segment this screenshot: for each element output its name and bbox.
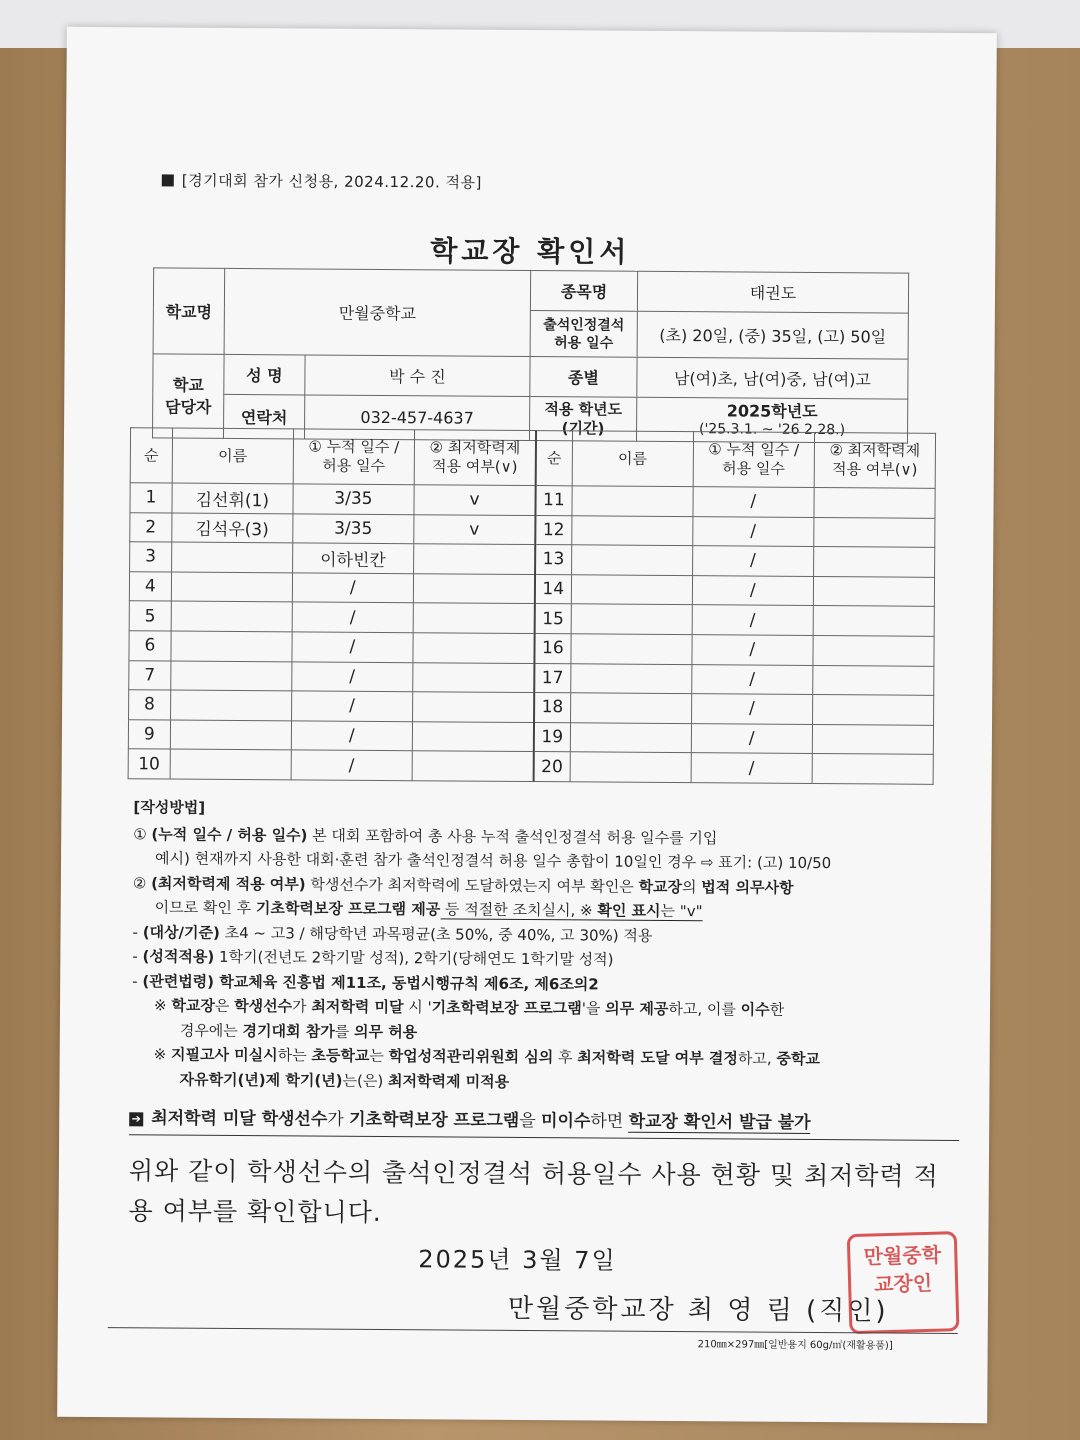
min-achievement: v — [414, 485, 536, 515]
method-heading: [작성방법] — [133, 798, 206, 817]
row-number: 16 — [534, 634, 570, 664]
type-label: 종별 — [530, 357, 637, 398]
method-item-1-example: 예시) 현재까지 사용한 대회·훈련 참가 출석인정결석 허용 일수 총합이 10일인 경우 ⇨ 표기: (고) 10/50 — [154, 849, 832, 873]
final-note-e: 미이수 — [541, 1111, 591, 1132]
final-note-b: 가 — [327, 1109, 350, 1130]
min-achievement — [813, 576, 934, 606]
days-used: / — [292, 661, 413, 691]
note1-p7: 경우에는 — [179, 1021, 243, 1040]
row-number: 7 — [129, 660, 171, 690]
dash3-text: 학교체육 진흥법 제11조, 동법시행규칙 제6조, 제6조의2 — [213, 972, 599, 994]
type-value: 남(여)초, 남(여)중, 남(여)고 — [637, 357, 908, 399]
item2-program: 기초학력보장 프로그램 제공 — [255, 899, 441, 919]
student-name — [171, 572, 292, 602]
item1-bold: (누적 일수 / 허용 일수) — [151, 824, 308, 844]
row-number: 14 — [535, 574, 571, 604]
min-achievement: v — [414, 514, 536, 544]
arrow-right-icon: ➔ — [129, 1112, 143, 1126]
note2-p1: 하는 — [277, 1046, 312, 1065]
sport-value: 태권도 — [637, 271, 908, 313]
student-name — [571, 545, 692, 575]
bottom-rule — [108, 1327, 958, 1334]
official-seal — [847, 1231, 960, 1334]
min-achievement — [413, 633, 535, 663]
min-achievement — [813, 606, 934, 636]
days-used: / — [691, 664, 812, 694]
note2-committee: 학업성적관리위원회 심의 — [388, 1047, 554, 1067]
method-section — [131, 795, 963, 1097]
student-name — [170, 749, 291, 779]
student-name — [170, 690, 291, 720]
dash2-bold: (성적적용) — [142, 947, 215, 966]
note1-compete: 경기대회 참가 — [242, 1021, 335, 1041]
note1-below: 최저학력 미달 — [311, 997, 404, 1017]
sport-label: 종목명 — [530, 271, 637, 312]
student-name — [570, 693, 691, 723]
min-achievement — [813, 547, 934, 577]
days-used: / — [291, 750, 412, 780]
row-number: 3 — [130, 542, 172, 572]
row-number: 4 — [129, 572, 171, 602]
header-days-right: ① 누적 일수 / 허용 일수 — [693, 432, 814, 488]
issue-date: 2025년 3월 7일 — [418, 1245, 617, 1275]
item2-principal: 학교장 — [638, 877, 683, 896]
header-min-right: ② 최저학력제 적용 여부(∨) — [814, 432, 936, 488]
row-number: 15 — [535, 604, 571, 634]
info-table — [152, 267, 909, 443]
roster-table — [128, 427, 936, 785]
item2-text: 학생선수가 최저학력에 도달하였는지 여부 확인은 — [305, 874, 639, 896]
header-name-left: 이름 — [172, 428, 293, 484]
row-number: 6 — [129, 631, 171, 661]
item2-action: 등 적절한 조치실시, ※ — [440, 900, 598, 920]
contact-value: 032-457-4637 — [304, 395, 529, 441]
dash2-text: 1학기(전년도 2학기말 성적), 2학기(당해연도 1학기말 성적) — [214, 947, 614, 969]
note2-p3: 후 — [553, 1048, 578, 1067]
row-number: 2 — [130, 512, 172, 542]
row-number: 5 — [129, 601, 171, 631]
note1-complete: 이수 — [740, 1000, 770, 1019]
header-note — [162, 169, 482, 192]
note2-elem: 초등학교 — [311, 1046, 370, 1065]
min-achievement — [412, 721, 534, 751]
days-used: / — [292, 602, 413, 632]
days-used: 3/35 — [293, 513, 414, 543]
note1-program: 기초학력보장 프로그램 — [431, 998, 582, 1018]
days-used: / — [692, 605, 813, 635]
student-name: 김석우(3) — [171, 513, 292, 543]
item2-bold: (최저학력제 적용 여부) — [151, 873, 306, 893]
row-number: 20 — [534, 752, 570, 782]
min-achievement — [813, 665, 934, 695]
name-value: 박 수 진 — [305, 355, 530, 397]
days-used: / — [291, 691, 412, 721]
student-name — [570, 663, 691, 693]
student-name — [171, 601, 292, 631]
note2-free: 자유학기(년)제 학기(년) — [179, 1070, 343, 1090]
note1-provide: 의무 제공 — [605, 999, 669, 1018]
paper-spec: 210㎜×297㎜[일반용지 60g/㎡(재활용품)] — [697, 1339, 893, 1352]
student-name — [571, 575, 692, 605]
header-min-left: ② 최저학력제 적용 여부(∨) — [414, 430, 536, 486]
student-name — [571, 604, 692, 634]
item2-cont-text: 이므로 확인 후 — [154, 898, 257, 918]
allowed-days-value: (초) 20일, (중) 35일, (고) 50일 — [637, 311, 908, 359]
days-used: / — [692, 635, 813, 665]
note2-noexam: 지필고사 미실시 — [170, 1045, 278, 1065]
header-no-right: 순 — [536, 431, 573, 486]
dash1-text: 초4 ~ 고3 / 해당학년 과목평균(초 50%, 중 40%, 고 30%) 적용 — [219, 923, 653, 945]
row-number: 12 — [535, 515, 571, 545]
header-no-left: 순 — [130, 428, 172, 483]
note1-p4: '을 — [581, 999, 606, 1018]
item1-marker: ① — [133, 824, 152, 843]
year-label: 적용 학년도 (기간) — [529, 397, 636, 442]
min-achievement — [813, 635, 934, 665]
item2-mark-label: 확인 표시 — [597, 901, 661, 920]
student-name: 김선휘(1) — [172, 483, 293, 513]
student-name — [570, 752, 691, 782]
final-note — [129, 1103, 959, 1141]
note2-middle: 중학교 — [776, 1049, 820, 1069]
note1-p1: 은 — [214, 996, 235, 1015]
note1-principal: 학교장 — [171, 996, 215, 1015]
note1-p8: 를 — [334, 1022, 355, 1041]
min-achievement — [412, 692, 534, 722]
dash3-bold: (관련법령) — [142, 971, 215, 991]
note2-decide: 최저학력 도달 여부 결정 — [577, 1048, 738, 1068]
note2-notapplied: 최저학력제 미적용 — [387, 1071, 510, 1091]
student-name — [171, 542, 292, 572]
row-number: 11 — [535, 486, 571, 516]
item2-marker: ② — [132, 873, 152, 892]
item2-legal: 법적 의무사항 — [701, 877, 794, 897]
dash3-marker: - — [132, 971, 143, 990]
row-number: 19 — [534, 722, 570, 752]
days-used: / — [292, 573, 413, 603]
final-note-g: 학교장 확인서 발급 불가 — [628, 1111, 811, 1133]
days-used: / — [691, 694, 812, 724]
note1-p3: 시 ' — [403, 998, 432, 1017]
name-label: 성 명 — [224, 354, 305, 395]
note1-athlete: 학생선수 — [234, 996, 293, 1016]
row-number: 9 — [128, 719, 170, 749]
note2-marker: ※ — [153, 1045, 172, 1064]
header-name-right: 이름 — [572, 431, 693, 487]
min-achievement — [814, 517, 935, 547]
document-paper — [57, 27, 997, 1423]
year-value: 2025학년도 — [726, 400, 818, 421]
days-used: / — [693, 487, 814, 517]
row-number: 10 — [128, 749, 170, 779]
signer: 만월중학교장 최 영 림 (직인) — [507, 1293, 889, 1327]
row-number: 8 — [129, 690, 171, 720]
allowed-days-label: 출석인정결석 허용 일수 — [530, 311, 637, 358]
days-used: / — [692, 516, 813, 546]
min-achievement — [812, 724, 933, 754]
manager-label: 학교 담당자 — [152, 354, 224, 438]
item1-text: 본 대회 포함하여 총 사용 누적 출석인정결석 허용 일수를 기입 — [307, 825, 718, 847]
note2-p4: 하고, — [737, 1049, 777, 1068]
confirm-statement: 위와 같이 학생선수의 출석인정결석 허용일수 사용 현황 및 최저학력 적용 여부를 확인합니다. — [128, 1156, 939, 1227]
document-title: 학교장 확인서 — [430, 234, 631, 269]
note2-p5: 는(은) — [342, 1071, 389, 1090]
days-used: / — [692, 546, 813, 576]
min-achievement — [413, 573, 535, 603]
min-achievement — [812, 754, 933, 784]
school-label: 학교명 — [153, 268, 225, 354]
student-name — [571, 634, 692, 664]
final-note-f: 하면 — [590, 1111, 629, 1132]
seal-text: 만월중학교장인 — [863, 1242, 942, 1297]
days-used: / — [692, 575, 813, 605]
final-note-d: 을 — [519, 1110, 542, 1132]
method-note-2-cont — [131, 1067, 961, 1097]
final-note-a: 최저학력 미달 학생선수 — [151, 1108, 328, 1130]
student-name — [170, 661, 291, 691]
school-value: 만월중학교 — [224, 268, 531, 356]
note1-p6: 한 — [769, 1000, 785, 1019]
row-number: 1 — [130, 483, 172, 513]
min-achievement — [814, 487, 935, 517]
note2-p2: 는 — [369, 1046, 389, 1066]
row-number: 17 — [534, 663, 570, 693]
dash1-marker: - — [132, 922, 143, 941]
contact-label: 연락처 — [223, 394, 304, 439]
student-name — [571, 515, 692, 545]
dash1-bold: (대상/기준) — [142, 922, 220, 942]
min-achievement — [413, 662, 535, 692]
days-used: / — [691, 723, 812, 753]
item2-particle: 의 — [682, 877, 702, 896]
note1-marker: ※ — [153, 996, 172, 1015]
student-name — [570, 723, 691, 753]
min-achievement — [413, 603, 535, 633]
min-achievement — [412, 751, 534, 781]
days-used: 이하빈칸 — [292, 543, 413, 573]
table-row — [128, 749, 933, 784]
note1-allow: 의무 허용 — [353, 1022, 418, 1041]
days-used: 3/35 — [293, 484, 414, 514]
days-used: / — [292, 632, 413, 662]
days-used: / — [691, 753, 812, 783]
note1-p2: 가 — [292, 997, 312, 1016]
note1-p5: 하고, 이를 — [668, 999, 741, 1019]
header-days-left: ① 누적 일수 / 허용 일수 — [293, 429, 414, 485]
final-note-c: 기초학력보장 프로그램 — [349, 1109, 520, 1131]
row-number: 13 — [535, 545, 571, 575]
student-name — [171, 631, 292, 661]
roster-body — [128, 428, 935, 785]
header-note-text: [경기대회 참가 신청용, 2024.12.20. 적용] — [181, 171, 482, 192]
days-used: / — [291, 721, 412, 751]
year-period: ('25.3.1. ~ '26 2.28.) — [698, 420, 846, 438]
student-name — [572, 486, 693, 516]
row-number: 18 — [534, 693, 570, 723]
roster-header-row — [130, 428, 935, 489]
dash2-marker: - — [132, 947, 143, 966]
item2-mark-value: 는 "v" — [660, 901, 703, 921]
min-achievement — [812, 695, 933, 725]
square-bullet-icon — [162, 174, 174, 186]
student-name — [170, 720, 291, 750]
min-achievement — [413, 544, 535, 574]
